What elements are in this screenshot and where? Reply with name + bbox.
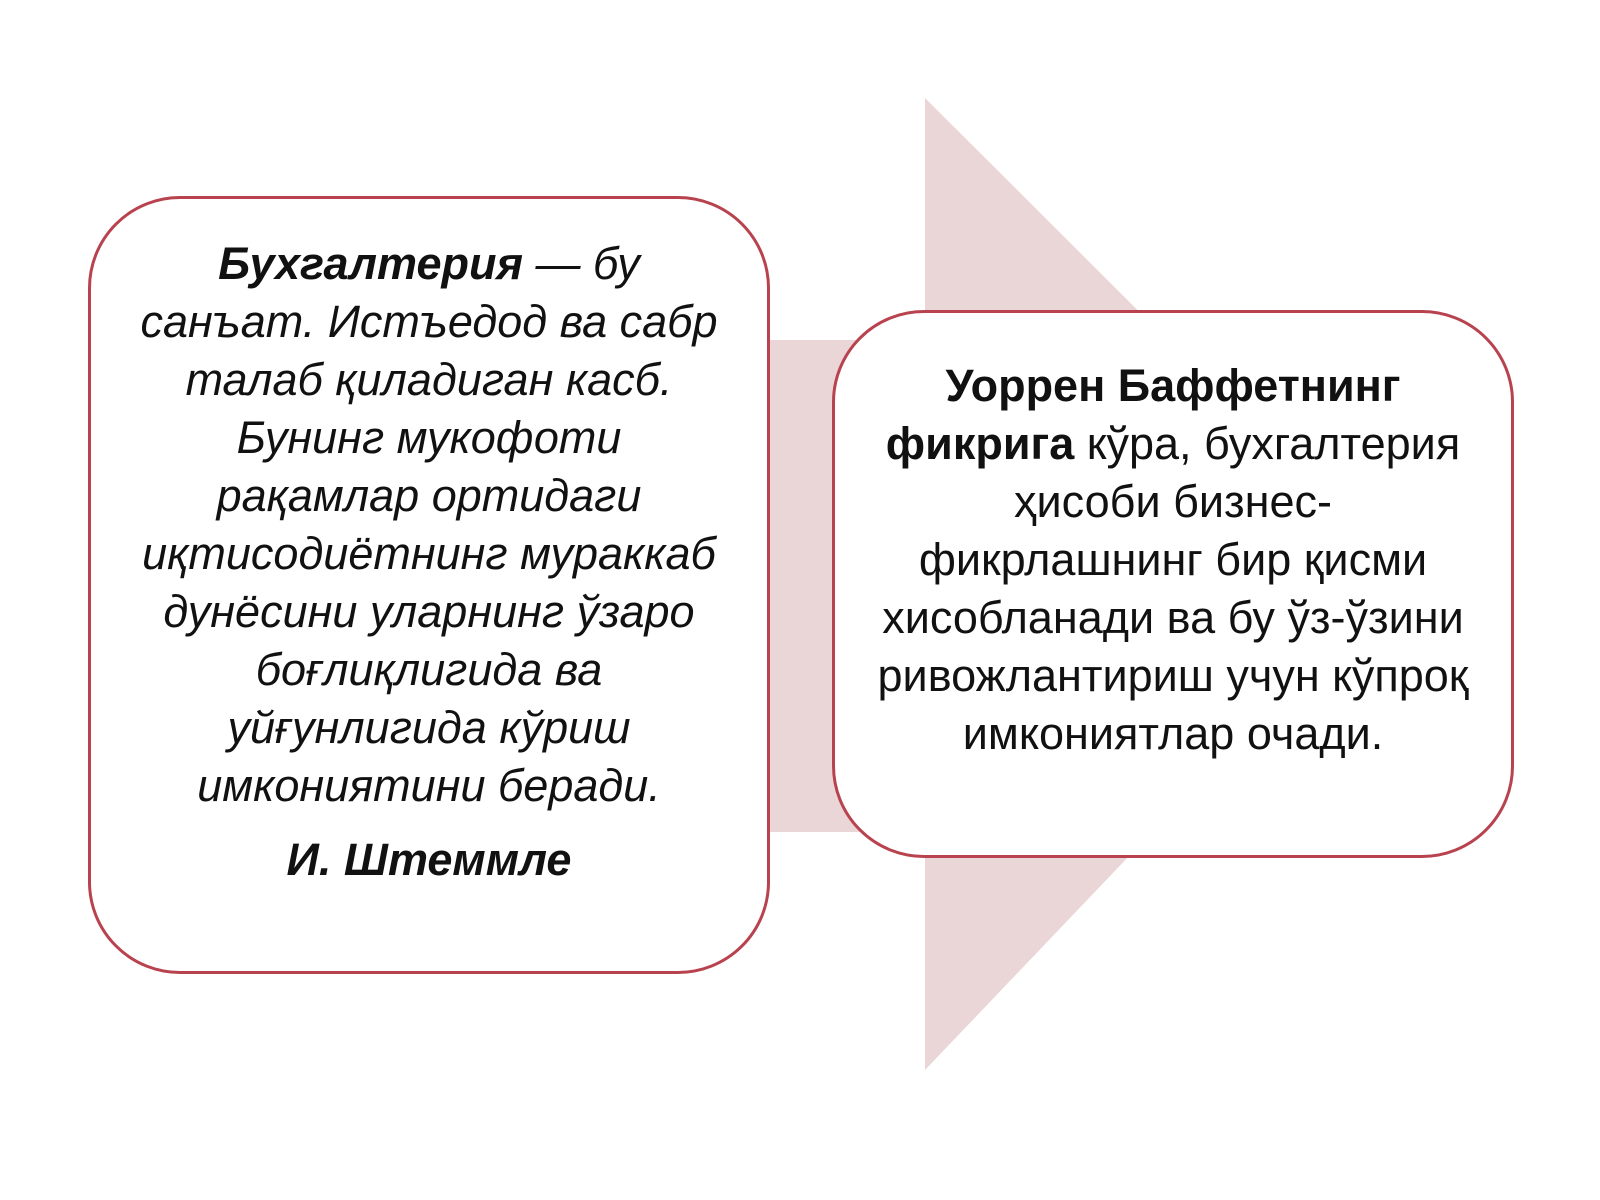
- quote-card-right: [832, 310, 1514, 858]
- quote-author: И. Штеммле: [286, 834, 572, 885]
- quote-text: [131, 235, 727, 815]
- opinion-text: [875, 357, 1471, 763]
- quote-card-left: [88, 196, 770, 974]
- statement-text: кўра, бухгалтерия ҳисоби бизнес-фикрлашнинг бир қисми хисобланади ва бу ўз-ўзини ривожлантириш учун кўпроқ имкониятлар очади.: [877, 418, 1469, 759]
- definition-text: — бу санъат. Истъедод ва сабр талаб қиладиган касб. Бунинг мукофоти рақамлар ортидаги иқтисодиётнинг мураккаб дунёсини уларнинг ўзаро боғлиқлигида ва уйғунлигида кўриш имкониятини беради.: [140, 238, 718, 811]
- term-bold: Бухгалтерия: [218, 238, 523, 289]
- source-bold: Уоррен Баффетнинг фикрига: [885, 360, 1401, 469]
